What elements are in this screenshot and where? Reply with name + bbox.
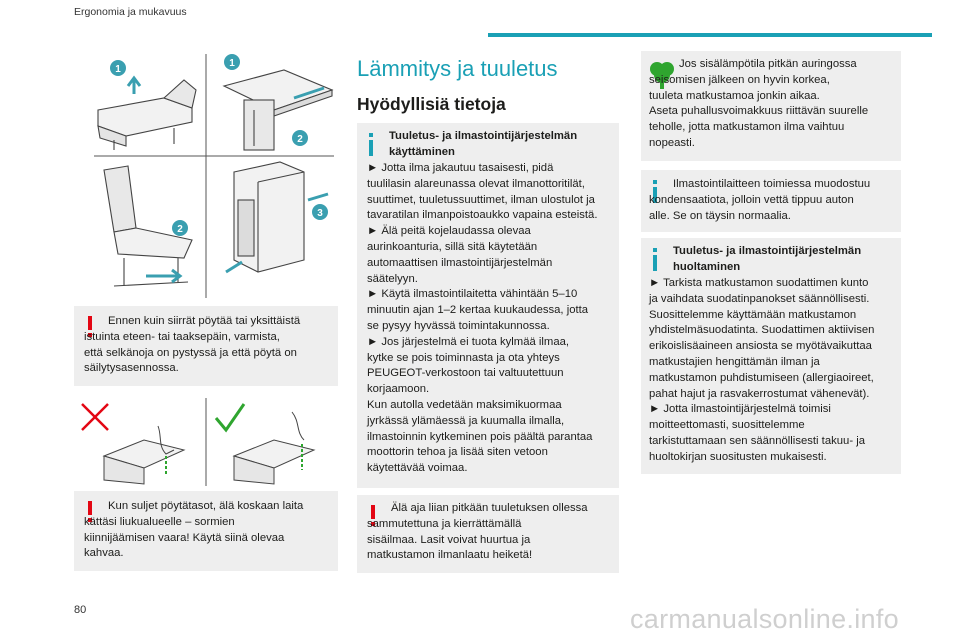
condensation-info-box: [641, 170, 901, 232]
table-closing-illustration: [74, 396, 338, 488]
callout-3-label: 3: [317, 208, 323, 219]
recirculation-warning-box: [357, 495, 619, 573]
recirculation-warning-text: Älä aja liian pitkään tuuletuksen ollessa sammutettuna ja kierrättämällä sisäilmaa. Lasit voivat huurtua ja matkustamon ilmanlaatu heiketä!: [367, 502, 588, 562]
eco-tip-text: Jos sisälämpötila pitkän auringossa seisomisen jälkeen on hyvin korkea, tuuleta matkustamoa jonkin aikaa. Aseta puhallusvoimakkuus riittävän suurelle teholle, jotta matkustamon ilma vaihtuu nopeasti.: [649, 58, 869, 149]
usage-info-title: Tuuletus- ja ilmastointijärjestelmän käyttäminen: [389, 130, 578, 158]
table-warning-box: [74, 491, 338, 571]
table-warning-text: Kun suljet pöytätasot, älä koskaan laita kättäsi liukualueelle – sormien kiinnijäämisen vaara! Käytä siinä olevaa kahvaa.: [84, 500, 304, 560]
info-icon: [651, 248, 659, 272]
running-header: Ergonomia ja mukavuus: [74, 6, 187, 18]
subsection-title: Hyödyllisiä tietoja: [357, 94, 506, 114]
header-accent-bar: [488, 33, 932, 37]
section-title: Lämmitys ja tuuletus: [357, 56, 558, 81]
callout-2-label: 2: [177, 224, 183, 235]
seat-warning-text: Ennen kuin siirrät pöytää tai yksittäistä istuinta eteen- tai taaksepäin, varmista, että selkänoja on pystyssä ja että pöytä on säilytysasennossa.: [84, 315, 301, 375]
table-extension-drawing: [224, 70, 332, 150]
callout-2b-label: 2: [297, 134, 303, 145]
info-icon: [367, 133, 375, 157]
usage-info-box: [357, 123, 619, 488]
correct-check-icon: [216, 404, 244, 430]
usage-info-body: ► Jotta ilma jakautuu tasaisesti, pidä tuulilasin alareunassa olevat ilmanottoritilät, suuttimet, tuuletussuuttimet, ilman ulostulot ja tavaratilan ilmanpoistoaukko vapaina esteistä. ► Älä peitä kojelaudassa olevaa aurinkoanturia, sillä sitä käytetään automaattisen ilmastointijärjestelmän säätelyyn. ► Käytä ilmastointilaitetta vähintään 5–10 minuutin ajan 1–2 kertaa kuukaudessa, jotta se pysyy hyvässä toimintakunnossa. ► Jos järjestelmä ei tuota kylmää ilmaa, kytke se pois toiminnasta ja ota yhteys PEUGEOT-verkostoon tai valtuutettuun korjaamoon. Kun autolla vedetään maksimikuormaa jyrkässä ylämäessä ja kuumalla ilmalla, ilmastoinnin kytkeminen pois päältä parantaa moottorin tehoa ja lisää siten vetoon käytettävää voimaa.: [367, 162, 598, 475]
wrong-cross-icon: [82, 404, 108, 430]
maintenance-info-body: ► Tarkista matkustamon suodattimen kunto ja vaihdata suodatinpanokset säännöllisesti. Suosittelemme käyttämään matkustamon yhdistelmäsuodatinta. Suodattimen aktiivisen erikoislisäaineen ansiosta se myötävaikuttaa matkustajien hengittämän ilman ja matkustamon puhdistumiseen (allergiaoireet, pahat hajut ja rasvakerrostumat vähenevät). ► Jotta ilmastointijärjestelmä toimisi moitteettomasti, suosittelemme tarkistuttamaan sen säännöllisesti takuu- ja huoltokirjan suositusten mukaisesti.: [649, 277, 875, 463]
storage-console-drawing: [234, 162, 304, 272]
maintenance-info-title: Tuuletus- ja ilmastointijärjestelmän huoltaminen: [673, 245, 862, 273]
seat-table-illustration: [74, 50, 338, 302]
maintenance-info-box: [641, 238, 901, 474]
condensation-info-text: Ilmastointilaitteen toimiessa muodostuu kondensaatiota, jolloin vettä tippuu auton alle. Se on täysin normaalia.: [649, 178, 871, 222]
seat-warning-box: [74, 306, 338, 386]
page-number: 80: [74, 604, 87, 616]
watermark: carmanualsonline.info: [630, 604, 899, 634]
folded-seat-drawing: [98, 80, 196, 150]
callout-1-label: 1: [115, 64, 121, 75]
callout-1b-label: 1: [229, 58, 235, 69]
eco-tip-box: [641, 51, 901, 161]
